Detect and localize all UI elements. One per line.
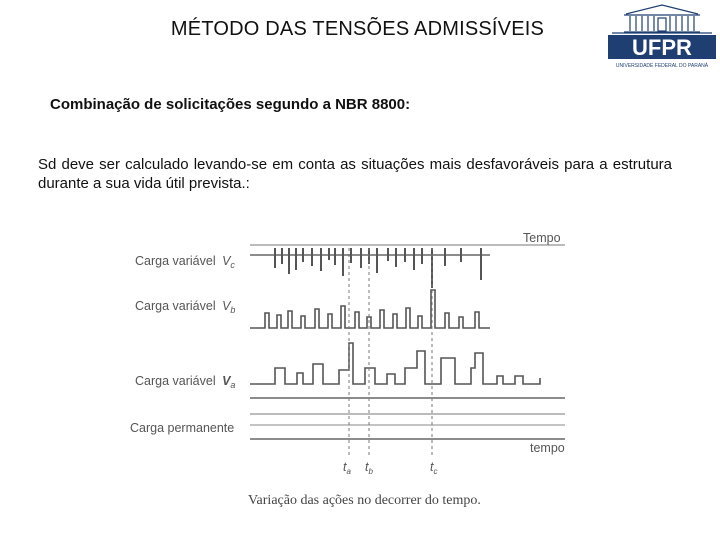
row-label-vb: Carga variável $V_b$ [135, 299, 236, 315]
row-label-va: Carga variável $V_a$ [135, 374, 236, 390]
logo-tagline: UNIVERSIDADE FEDERAL DO PARANÁ [615, 63, 709, 69]
load-variation-diagram [125, 218, 590, 518]
time-label-tb: $t_b$ [365, 460, 373, 476]
vc-spikes [275, 248, 481, 288]
vb-signal [250, 290, 490, 328]
row-label-permanent: Carga permanente [130, 421, 235, 435]
va-signal [250, 343, 540, 384]
page-title: MÉTODO DAS TENSÕES ADMISSÍVEIS [170, 18, 545, 40]
logo-wordmark: UFPR [632, 35, 692, 60]
top-axis-label: Tempo [523, 231, 561, 245]
row-label-vc: Carga variável $V_c$ [135, 254, 235, 270]
ufpr-logo [606, 2, 718, 70]
section-subtitle: Combinação de solicitações segundo a NBR 8800: [50, 96, 411, 113]
time-label-tc: $t_c$ [430, 460, 438, 476]
diagram-caption: Variação das ações no decorrer do tempo. [248, 493, 481, 508]
bottom-axis-label: tempo [530, 441, 565, 455]
body-paragraph: Sd deve ser calculado levando-se em conta as situações mais desfavoráveis para a estrutura durante a sua vida útil prevista.: [38, 156, 672, 192]
time-label-ta: $t_a$ [343, 460, 351, 476]
